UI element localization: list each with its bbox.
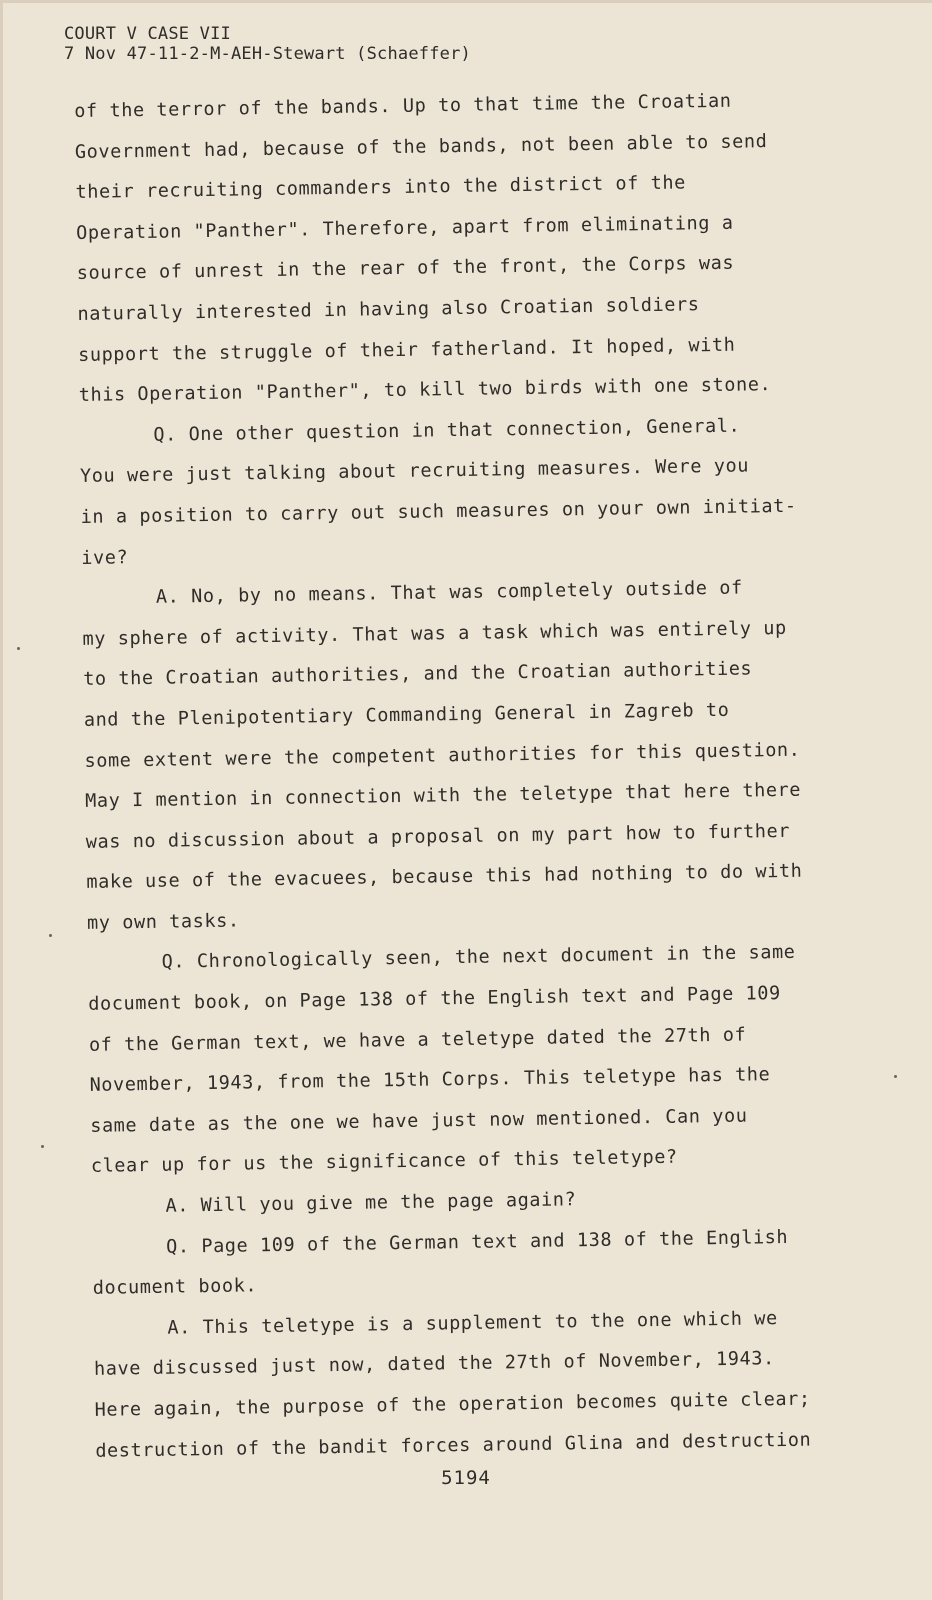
answer-line: A. This teletype is a supplement to the one which we	[167, 1307, 778, 1339]
transcript-line: was no discussion about a proposal on my part how to further	[85, 820, 791, 853]
transcript-line: support the struggle of their fatherland. It hoped, with	[77, 334, 736, 366]
transcript-line: source of unrest in the rear of the front, the Corps was	[76, 253, 735, 285]
header-date-line: 7 Nov 47-11-2-M-AEH-Stewart (Schaeffer)	[64, 44, 471, 64]
question-line: Q. One other question in that connection, General.	[153, 415, 741, 446]
header-case-line: COURT V CASE VII	[64, 24, 231, 44]
transcript-line: Here again, the purpose of the operation becomes quite clear;	[94, 1388, 811, 1421]
transcript-line: May I mention in connection with the teletype that here there	[84, 779, 802, 813]
page-edge-top	[0, 0, 932, 3]
transcript-line: same date as the one we have just now mentioned. Can you	[90, 1105, 748, 1137]
transcript-line: my own tasks.	[86, 910, 240, 934]
transcript-line: and the Plenipotentiary Commanding General in Zagreb to	[83, 699, 730, 731]
transcript-line: Operation "Panther". Therefore, apart from eliminating a	[76, 212, 734, 244]
transcript-line: some extent were the competent authorities for this question.	[84, 739, 801, 772]
paper-speck	[17, 647, 20, 650]
transcript-line: ive?	[81, 546, 129, 569]
transcript-line: have discussed just now, dated the 27th of November, 1943.	[93, 1348, 775, 1381]
transcript-line: of the German text, we have a teletype dated the 27th of	[88, 1024, 747, 1056]
transcript-line: of the terror of the bands. Up to that time the Croatian	[74, 90, 732, 122]
answer-line: A. No, by no means. That was completely outside of	[155, 577, 743, 608]
transcript-line: Government had, because of the bands, not been able to send	[74, 130, 768, 163]
transcript-line: You were just talking about recruiting measures. Were you	[79, 455, 750, 488]
transcript-line: November, 1943, from the 15th Corps. This teletype has the	[89, 1064, 771, 1097]
question-line: Q. Page 109 of the German text and 138 of the English	[165, 1226, 789, 1258]
answer-line: A. Will you give me the page again?	[165, 1189, 577, 1217]
page-number: 5194	[441, 1467, 491, 1489]
transcript-line: document book.	[92, 1275, 258, 1300]
transcript-line: to the Croatian authorities, and the Croatian authorities	[83, 658, 753, 691]
transcript-line: make use of the evacuees, because this had nothing to do with	[86, 860, 803, 894]
transcript-line: destruction of the bandit forces around Glina and destruction	[95, 1429, 812, 1462]
paper-speck	[894, 1075, 897, 1078]
paper-speck	[41, 1145, 44, 1148]
transcript-line: document book, on Page 138 of the English text and Page 109	[88, 983, 781, 1015]
paper-speck	[49, 934, 52, 937]
court-header	[64, 24, 471, 64]
transcript-line: this Operation "Panther", to kill two birds with one stone.	[78, 374, 772, 407]
transcript-line: in a position to carry out such measures on your own initiat-	[80, 495, 797, 528]
transcript-line: clear up for us the significance of this teletype?	[90, 1147, 678, 1178]
transcript-line: their recruiting commanders into the district of the	[75, 172, 687, 204]
transcript-line: naturally interested in having also Croatian soldiers	[77, 294, 700, 325]
transcript-body	[74, 80, 876, 1472]
transcript-line: my sphere of activity. That was a task which was entirely up	[82, 617, 787, 650]
page-edge-left	[0, 0, 3, 1600]
question-line: Q. Chronologically seen, the next document in the same	[161, 942, 796, 974]
